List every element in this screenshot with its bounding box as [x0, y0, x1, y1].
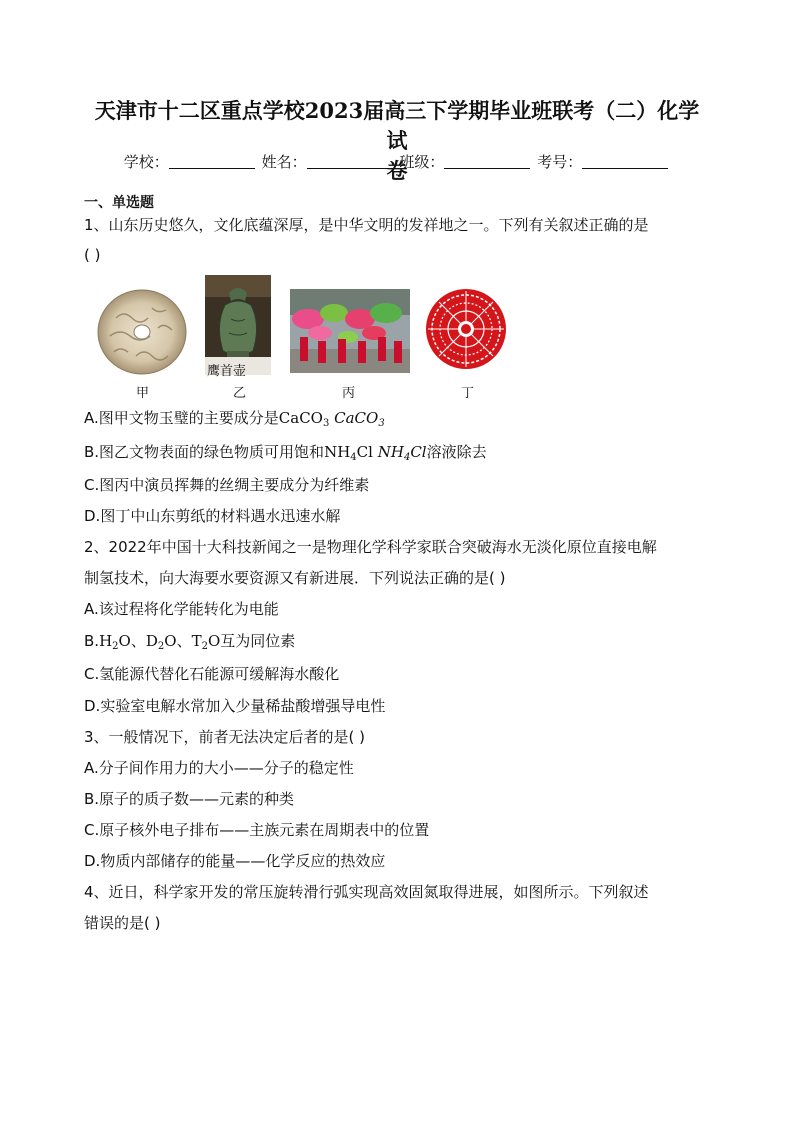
- q1-option-d[interactable]: D.图丁中山东剪纸的材料遇水迅速水解: [84, 507, 341, 525]
- q2-option-d[interactable]: D.实验室电解水常加入少量稀盐酸增强导电性: [84, 697, 386, 715]
- caption-bing: 丙: [342, 386, 356, 401]
- q3-option-d[interactable]: D.物质内部储存的能量——化学反应的热效应: [84, 852, 386, 870]
- name-blank[interactable]: [307, 154, 393, 169]
- q1-option-a[interactable]: A.图甲文物玉璧的主要成分是CaCO$_3$ CaCO$_3$: [84, 409, 385, 429]
- class-blank[interactable]: [444, 154, 530, 169]
- q3-option-a[interactable]: A.分子间作用力的大小——分子的稳定性: [84, 759, 354, 777]
- q4-stem-line-1: 4、近日，科学家开发的常压旋转滑行弧实现高效固氮取得进展，如图所示。下列叙述: [84, 883, 649, 901]
- q2-option-b[interactable]: $B.H_2O$、$D_2O$、$T_2O$互为同位素: [84, 632, 296, 652]
- name-label: 姓名：: [261, 153, 307, 171]
- q2-option-a[interactable]: A.该过程将化学能转化为电能: [84, 600, 279, 618]
- eagle-head-pot-label: 鹰首壶: [207, 364, 247, 379]
- q4-stem-line-2: 错误的是( ): [84, 914, 161, 932]
- q2-stem-line-1: 2、2022年中国十大科技新闻之一是物理化学科学家联合突破海水无淡化原位直接电解: [84, 538, 657, 556]
- title-line-2: 卷: [386, 158, 408, 183]
- q1-stem-line-1: 1、山东历史悠久，文化底蕴深厚，是中华文明的发祥地之一。下列有关叙述正确的是: [84, 216, 649, 234]
- exam-title: [90, 96, 704, 186]
- q1-stem-line-2: ( ): [84, 246, 101, 264]
- caption-yi: 乙: [233, 386, 247, 401]
- caption-jia: 甲: [136, 386, 150, 401]
- exam-no-label: 考号：: [537, 153, 583, 171]
- school-label: 学校：: [123, 153, 169, 171]
- q3-option-c[interactable]: C.原子核外电子排布——主族元素在周期表中的位置: [84, 821, 430, 839]
- q2-option-c[interactable]: C.氢能源代替化石能源可缓解海水酸化: [84, 665, 340, 683]
- jade-disc-image: [96, 288, 188, 376]
- title-line-1: 天津市十二区重点学校2023届高三下学期毕业班联考（二）化学试: [94, 98, 700, 153]
- q1-option-c[interactable]: C.图丙中演员挥舞的丝绸主要成分为纤维素: [84, 476, 370, 494]
- q1-option-b[interactable]: B.图乙文物表面的绿色物质可用饱和$NH_4Cl$ $NH_4Cl$溶液除去: [84, 443, 487, 463]
- silk-dance-image: [290, 289, 410, 373]
- paper-cut-image: [425, 288, 507, 370]
- q2-stem-line-2: 制氢技术，向大海要水要资源又有新进展．下列说法正确的是( ): [84, 569, 506, 587]
- class-label: 班级：: [399, 153, 445, 171]
- q3-stem: 3、一般情况下，前者无法决定后者的是( ): [84, 728, 366, 746]
- caption-ding: 丁: [461, 386, 475, 401]
- section-heading: 一、单选题: [84, 195, 154, 211]
- student-info-row: [0, 151, 794, 172]
- exam-no-blank[interactable]: [582, 154, 668, 169]
- q3-option-b[interactable]: B.原子的质子数——元素的种类: [84, 790, 295, 808]
- school-blank[interactable]: [169, 154, 255, 169]
